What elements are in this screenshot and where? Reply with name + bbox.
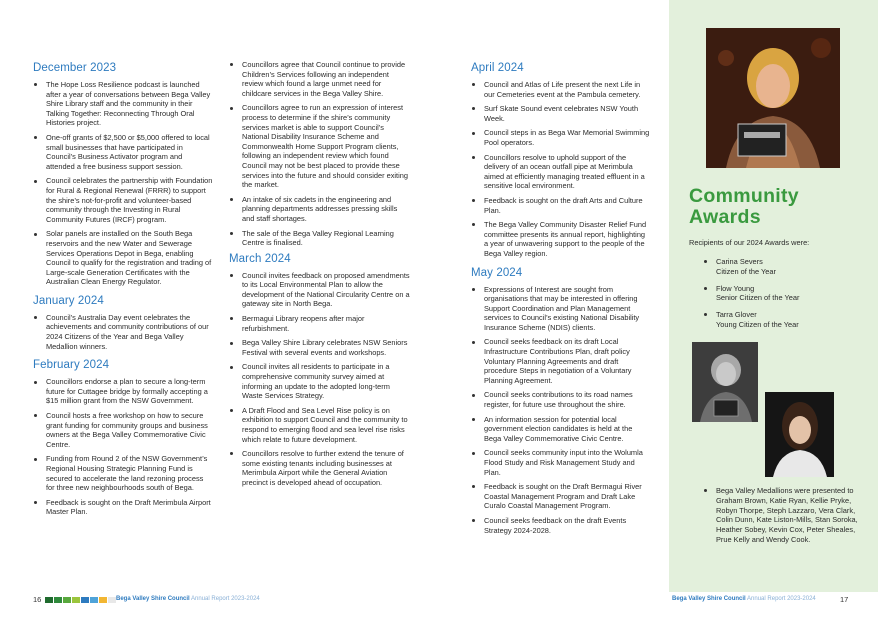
recipient-award: Senior Citizen of the Year bbox=[716, 293, 800, 303]
page-number-left: 16 bbox=[33, 595, 42, 604]
list-item: The sale of the Bega Valley Regional Learning Centre is finalised. bbox=[229, 229, 411, 248]
recipient-name: Flow Young bbox=[716, 283, 755, 293]
swatch bbox=[45, 597, 53, 603]
list-item: Council and Atlas of Life present the next Life in our Cemeteries event at the Pambula cemetery. bbox=[471, 80, 651, 99]
footer-right-text bbox=[672, 596, 816, 602]
list-item: Council seeks contributions to its road names register, for future use throughout the shire. bbox=[471, 390, 651, 409]
recipient-name: Carina Severs bbox=[716, 257, 763, 266]
list-item: Solar panels are installed on the South Bega reservoirs and the new Water and Sewerage Services Operations Depot in Bega, enabling Council to qualify for the registration and trading of Large-scale Generation Certificates with the Australian Clean Energy Regulator. bbox=[33, 229, 213, 287]
list-item: Bega Valley Shire Library celebrates NSW Seniors Festival with several events and workshops. bbox=[229, 338, 411, 357]
swatch bbox=[90, 597, 98, 603]
list-item: Council seeks feedback on the draft Events Strategy 2024-2028. bbox=[471, 516, 651, 535]
list-february-2024-continued bbox=[229, 60, 411, 248]
award-recipients bbox=[703, 257, 863, 337]
recipient-item bbox=[703, 257, 863, 277]
list-item: The Hope Loss Resilience podcast is launched after a year of conversations between Bega Valley Shire Library staff and the community in their Talking Together: Reconnecting Through Oral Histories project. bbox=[33, 80, 213, 128]
list-item: The Bega Valley Community Disaster Relief Fund committee presents its annual report, highlighting a year of unwavering support to the people of the Bega Valley region. bbox=[471, 220, 651, 258]
section-title-january-2024: January 2024 bbox=[33, 294, 104, 307]
footer-council: Bega Valley Shire Council bbox=[116, 596, 190, 602]
list-january-2024 bbox=[33, 313, 213, 351]
recipient-item bbox=[703, 310, 863, 330]
list-may-2024 bbox=[471, 285, 651, 536]
awards-intro: Recipients of our 2024 Awards were: bbox=[689, 238, 810, 247]
recipient-award: Citizen of the Year bbox=[716, 266, 776, 276]
list-march-2024 bbox=[229, 271, 411, 488]
list-item: Feedback is sought on the draft Arts and Culture Plan. bbox=[471, 196, 651, 215]
page-number-right: 17 bbox=[840, 595, 849, 604]
footer-report: Annual Report 2023-2024 bbox=[191, 596, 260, 602]
list-item: Council seeks community input into the Wolumla Flood Study and Risk Management Study and Plan. bbox=[471, 448, 651, 477]
list-item: Feedback is sought on the Draft Merimbula Airport Master Plan. bbox=[33, 498, 213, 517]
swatch bbox=[108, 597, 116, 603]
list-april-2024 bbox=[471, 80, 651, 259]
list-item: Councillors agree that Council continue to provide Children’s Services following an independent review which found a large unmet need for childcare services in the Bega Valley Shire. bbox=[229, 60, 411, 98]
column-left bbox=[33, 58, 213, 522]
list-item: Council’s Australia Day event celebrates the achievements and community contributions of our 2024 Citizens of the Year and Bega Valley Medallion winners. bbox=[33, 313, 213, 351]
list-item: Expressions of Interest are sought from organisations that may be interested in offering Support Coordination and Plan Management services to Council’s existing National Disability Insurance Scheme (NDIS) clients. bbox=[471, 285, 651, 333]
list-item: Council celebrates the partnership with Foundation for Rural & Regional Renewal (FRRR) to support the shire’s not-for-profit and volunteer-based community through the Investing in Rural Community Futures (IRCF) program. bbox=[33, 176, 213, 224]
list-item: Bermagui Library reopens after major refurbishment. bbox=[229, 314, 411, 333]
section-title-may-2024: May 2024 bbox=[471, 266, 523, 279]
section-title-december-2023: December 2023 bbox=[33, 62, 117, 74]
medallions-text: Bega Valley Medallions were presented to Graham Brown, Katie Ryan, Kellie Pryke, Robyn Thorpe, Steph Lazzaro, Vera Clark, Colin Dunn, Kate Liston-Mills, Stan Soroka, Heather Sobey, Kevin Cox, Peter Sheales, Prue Kelly and Wendy Cook. bbox=[703, 486, 863, 545]
list-item: Council invites feedback on proposed amendments to its Local Environmental Plan to allow the development of the National Circularity Centre on a gateway site in North Bega. bbox=[229, 271, 411, 309]
list-item: Surf Skate Sound event celebrates NSW Youth Week. bbox=[471, 104, 651, 123]
list-february-2024 bbox=[33, 377, 213, 517]
young-citizen-photo bbox=[765, 392, 834, 477]
swatch bbox=[81, 597, 89, 603]
list-item: One-off grants of $2,500 or $5,000 offered to local small businesses that have participated in Council’s Business Activator program and attended a free business support session. bbox=[33, 133, 213, 171]
list-item: An intake of six cadets in the engineering and planning departments addresses pressing skills and staff shortages. bbox=[229, 195, 411, 224]
senior-citizen-photo bbox=[692, 342, 758, 422]
list-item: An information session for potential local government election candidates is held at the Bega Valley Commemorative Civic Centre. bbox=[471, 415, 651, 444]
list-item: Councillors agree to run an expression of interest process to determine if the shire’s community services market is able to support Council’s National Disability Insurance Scheme and Commonwealth Home Support Program clients, following an independent review which found Council may not be best placed to provide these services into the future and should consider exiting the market. bbox=[229, 103, 411, 189]
community-awards-title bbox=[689, 186, 859, 228]
footer-left-text bbox=[116, 596, 260, 602]
swatch bbox=[63, 597, 71, 603]
footer-report: Annual Report 2023-2024 bbox=[747, 596, 816, 602]
section-title-february-2024: February 2024 bbox=[33, 359, 110, 372]
recipient-award: Young Citizen of the Year bbox=[716, 319, 799, 329]
column-right bbox=[471, 58, 651, 540]
recipient-name: Tarra Glover bbox=[716, 310, 757, 320]
swatch bbox=[72, 597, 80, 603]
list-item: Funding from Round 2 of the NSW Government’s Regional Housing Strategic Planning Fund is secured to accelerate the land rezoning process for three new neighbourhoods south of Bega. bbox=[33, 454, 213, 492]
colour-swatch-bar bbox=[45, 597, 117, 603]
section-title-april-2024: April 2024 bbox=[471, 62, 524, 74]
citizen-of-year-photo bbox=[706, 28, 840, 168]
list-item: A Draft Flood and Sea Level Rise policy is on exhibition to support Council and the community to respond to emerging flood and sea level rise risks which relate to future development. bbox=[229, 406, 411, 444]
section-title-march-2024: March 2024 bbox=[229, 252, 291, 265]
swatch bbox=[99, 597, 107, 603]
list-item: Councillors resolve to further extend the tenure of some existing tenants including businesses at Merimbula Airport while the General Aviation precinct is developed ahead of occupation. bbox=[229, 449, 411, 487]
medallions-list bbox=[703, 486, 863, 545]
column-middle bbox=[229, 60, 411, 493]
list-item: Council steps in as Bega War Memorial Swimming Pool operators. bbox=[471, 128, 651, 147]
awards-title-line2: Awards bbox=[689, 206, 761, 228]
list-december-2023 bbox=[33, 80, 213, 287]
list-item: Council hosts a free workshop on how to secure grant funding for community groups and business owners at the Bega Valley Commemorative Civic Centre. bbox=[33, 411, 213, 449]
list-item: Councillors endorse a plan to secure a long-term future for Cuttagee bridge by formally accepting a $15 million grant from the NSW Government. bbox=[33, 377, 213, 406]
list-item: Council invites all residents to participate in a comprehensive community survey aimed at informing an update to the adopted long-term Waste Services Strategy. bbox=[229, 362, 411, 400]
swatch bbox=[54, 597, 62, 603]
list-item: Council seeks feedback on its draft Local Infrastructure Contributions Plan, draft policy Voluntary Planning Agreements and draft procedure Steps in negotiation of a Voluntary Planning Agreement. bbox=[471, 337, 651, 385]
list-item: Feedback is sought on the Draft Bermagui River Coastal Management Program and Draft Lake Curalo Coastal Management Program. bbox=[471, 482, 651, 511]
footer-council: Bega Valley Shire Council bbox=[672, 596, 746, 602]
recipient-item bbox=[703, 284, 863, 304]
list-item: Councillors resolve to uphold support of the delivery of an ocean outfall pipe at Merimbula aimed at efficiently managing treated effluent in a sensitive local environment. bbox=[471, 153, 651, 191]
awards-title-line1: Community bbox=[689, 185, 799, 207]
